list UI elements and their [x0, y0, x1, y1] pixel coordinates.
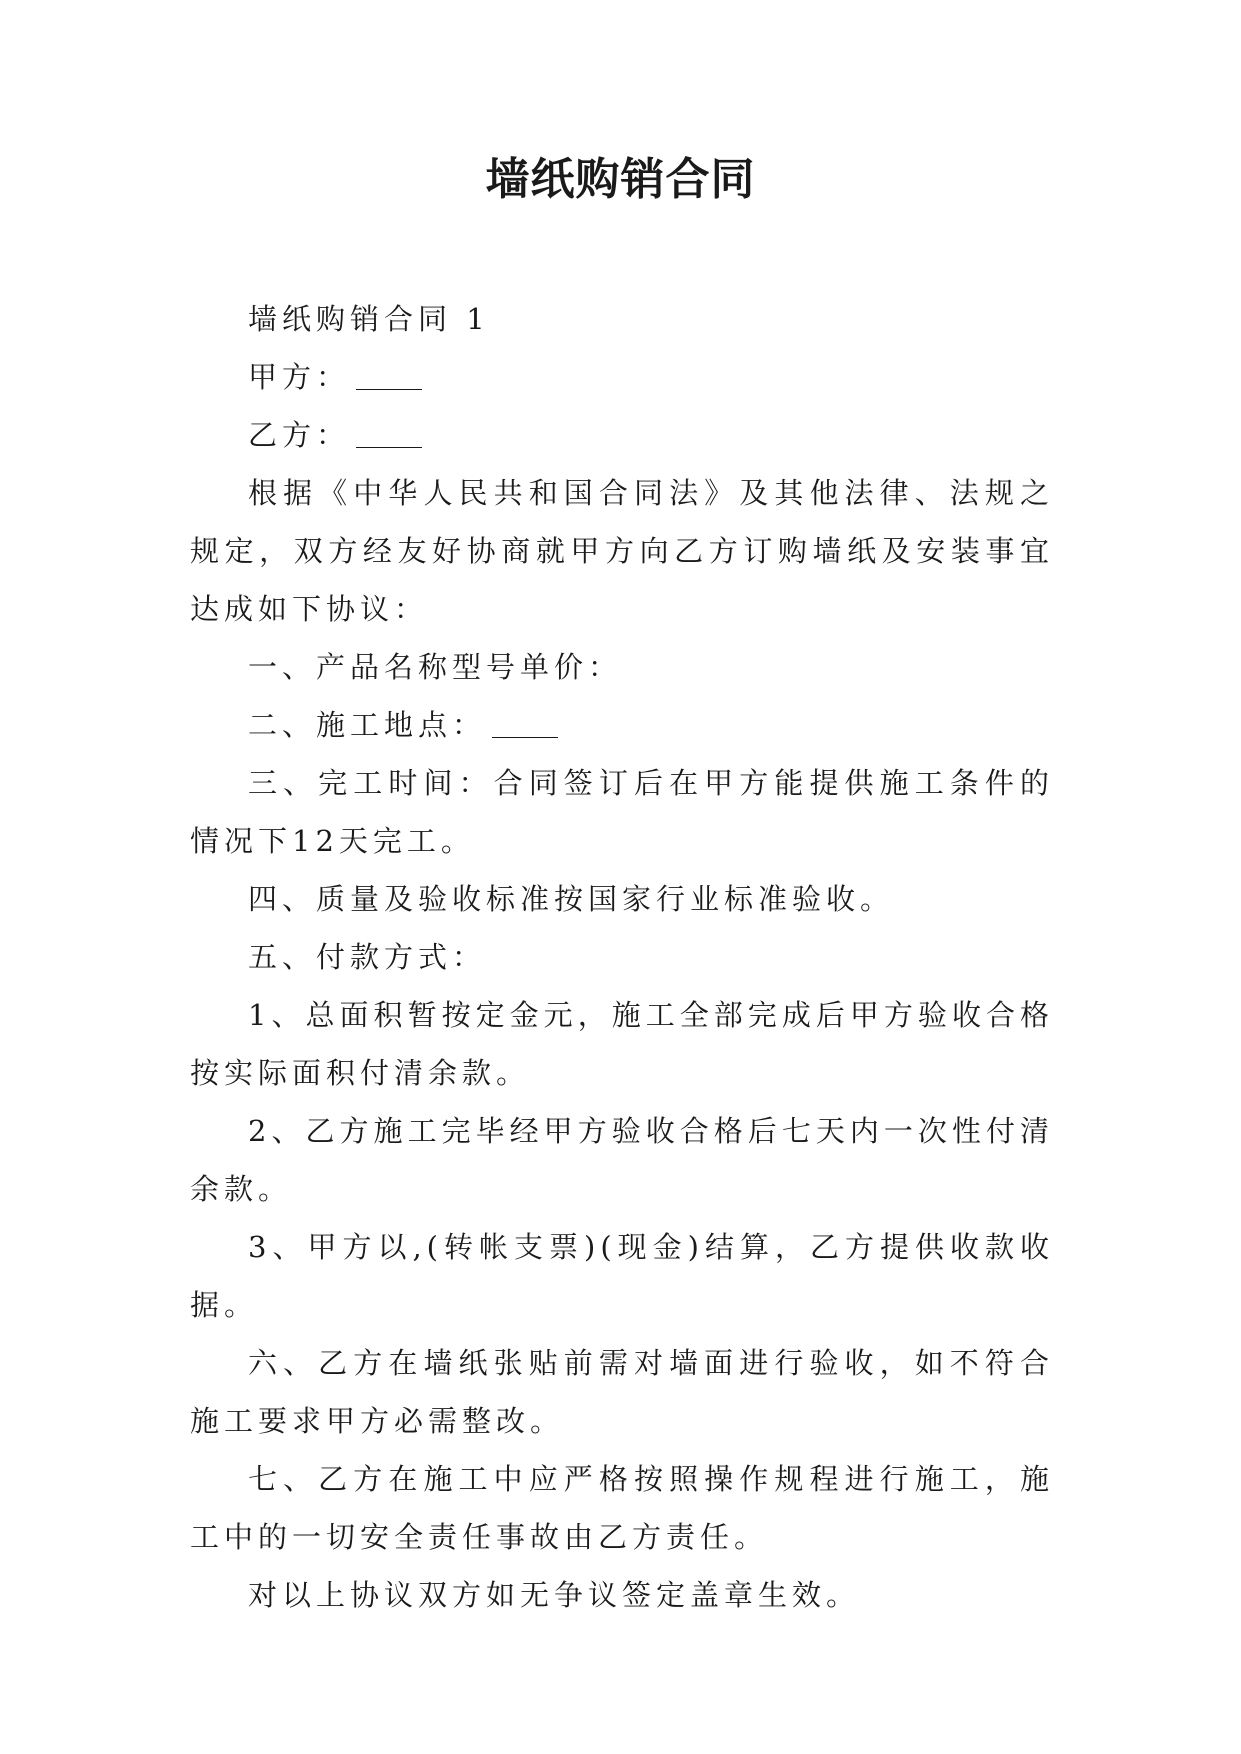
contract-number-line: 墙纸购销合同 1	[248, 302, 490, 336]
party-b-line	[190, 406, 1054, 464]
payment-item-1: 1、总面积暂按定金元，施工全部完成后甲方验收合格按实际面积付清余款。	[190, 998, 1054, 1090]
party-b-blank	[356, 417, 422, 448]
payment-item-2: 2、乙方施工完毕经甲方验收合格后七天内一次性付清余款。	[190, 1114, 1054, 1206]
party-a-label: 甲方：	[248, 360, 351, 394]
document-title: 墙纸购销合同	[485, 154, 756, 205]
document-body	[190, 290, 1054, 1624]
location-blank	[492, 707, 558, 738]
clause-5-payment: 五、付款方式：	[248, 940, 487, 974]
payment-item-3: 3、甲方以,(转帐支票)(现金)结算，乙方提供收款收据。	[190, 1230, 1054, 1322]
clause-3-completion: 三、完工时间：合同签订后在甲方能提供施工条件的情况下12天完工。	[190, 766, 1054, 858]
party-b-label: 乙方：	[248, 418, 351, 452]
clause-2-label: 二、施工地点：	[248, 708, 487, 742]
clause-7-safety: 七、乙方在施工中应严格按照操作规程进行施工，施工中的一切安全责任事故由乙方责任。	[190, 1462, 1054, 1554]
closing-paragraph: 对以上协议双方如无争议签定盖章生效。	[248, 1578, 861, 1612]
clause-1-product: 一、产品名称型号单价：	[248, 650, 623, 684]
clause-4-quality: 四、质量及验收标准按国家行业标准验收。	[248, 882, 895, 916]
preamble-paragraph: 根据《中华人民共和国合同法》及其他法律、法规之规定，双方经友好协商就甲方向乙方订购墙纸及安装事宜达成如下协议：	[190, 476, 1054, 626]
clause-6-inspection: 六、乙方在墙纸张贴前需对墙面进行验收，如不符合施工要求甲方必需整改。	[190, 1346, 1054, 1438]
clause-2-location	[190, 696, 1054, 754]
party-a-blank	[356, 359, 422, 390]
party-a-line	[190, 348, 1054, 406]
